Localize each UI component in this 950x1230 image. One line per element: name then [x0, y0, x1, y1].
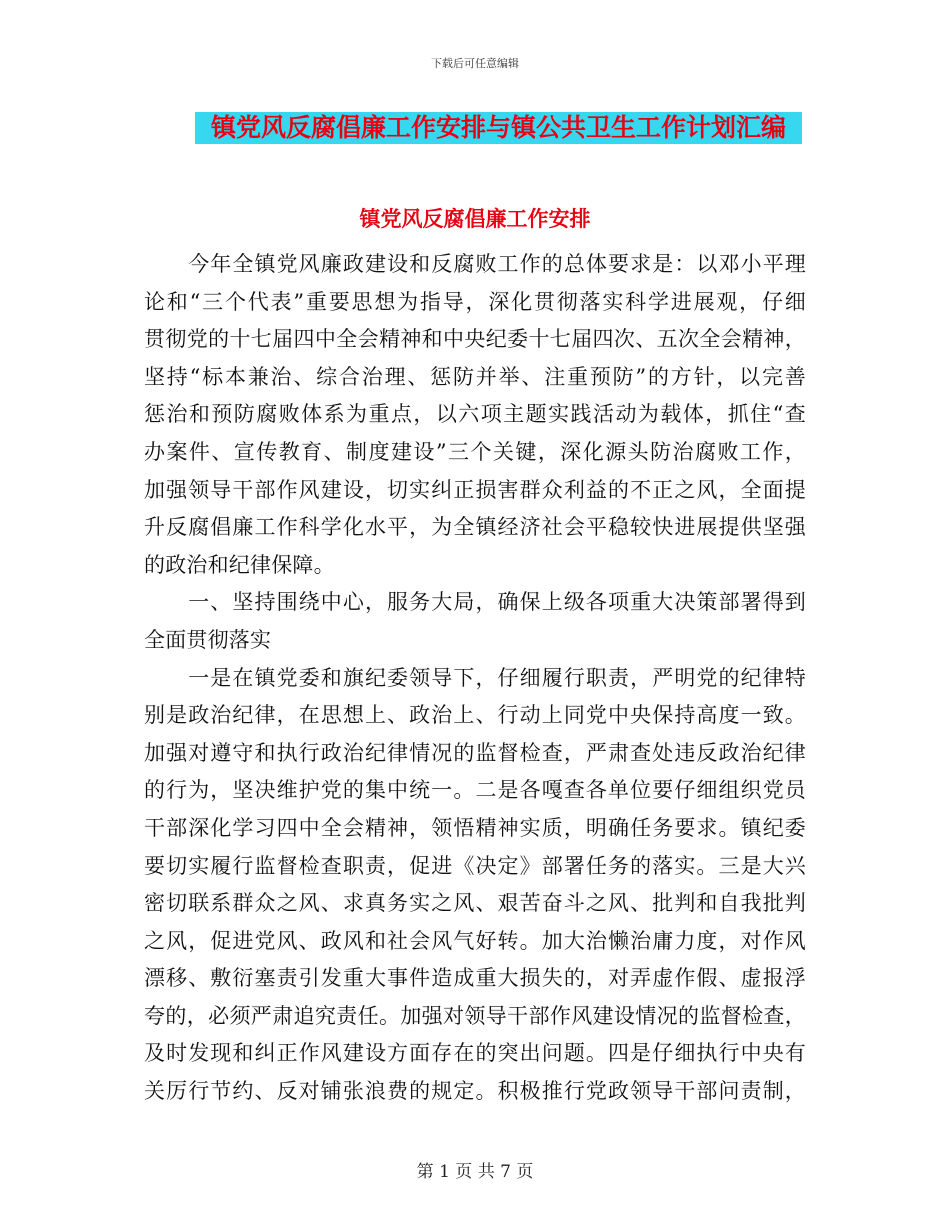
body-line: 及时发现和纠正作风建设方面存在的突出问题。四是仔细执行中央有 [144, 1041, 806, 1066]
page-header-note: 下载后可任意编辑 [431, 57, 519, 70]
body-line: 今年全镇党风廉政建设和反腐败工作的总体要求是：以邓小平理 [144, 252, 806, 276]
body-line: 别是政治纪律，在思想上、政治上、行动上同党中央保持高度一致。 [144, 703, 806, 728]
section-title: 镇党风反腐倡廉工作安排 [359, 207, 591, 231]
body-line: 加强领导干部作风建设，切实纠正损害群众利益的不正之风，全面提 [144, 477, 806, 502]
body-line: 干部深化学习四中全会精神，领悟精神实质，明确任务要求。镇纪委 [144, 815, 806, 840]
body-line: 论和“三个代表”重要思想为指导，深化贯彻落实科学进展观，仔细 [144, 289, 806, 314]
body-line: 加强对遵守和执行政治纪律情况的监督检查，严肃查处违反政治纪律 [144, 740, 806, 765]
body-line: 办案件、宣传教育、制度建设”三个关键，深化源头防治腐败工作， [144, 439, 806, 464]
body-line: 关厉行节约、反对铺张浪费的规定。积极推行党政领导干部问责制， [144, 1079, 806, 1104]
body-line: 全面贯彻落实 [144, 627, 272, 652]
document-title: 镇党风反腐倡廉工作安排与镇公共卫生工作计划汇编 [195, 112, 802, 144]
body-line: 夸的，必须严肃追究责任。加强对领导干部作风建设情况的监督检查， [144, 1003, 806, 1028]
body-line: 要切实履行监督检查职责，促进《决定》部署任务的落实。三是大兴 [144, 853, 806, 878]
document-title-block [195, 112, 802, 144]
body-line: 贯彻党的十七届四中全会精神和中央纪委十七届四次、五次全会精神， [144, 327, 806, 352]
body-line: 的行为，坚决维护党的集中统一。二是各嘎查各单位要仔细组织党员 [144, 778, 806, 803]
body-line: 坚持“标本兼治、综合治理、惩防并举、注重预防”的方针，以完善 [144, 364, 806, 389]
body-line: 一是在镇党委和旗纪委领导下，仔细履行职责，严明党的纪律特 [144, 665, 806, 690]
body-line: 之风，促进党风、政风和社会风气好转。加大治懒治庸力度，对作风 [144, 928, 806, 953]
body-line: 密切联系群众之风、求真务实之风、艰苦奋斗之风、批判和自我批判 [144, 891, 806, 916]
body-line: 惩治和预防腐败体系为重点，以六项主题实践活动为载体，抓住“查 [144, 402, 806, 427]
body-line: 一、坚持围绕中心，服务大局，确保上级各项重大决策部署得到 [144, 590, 806, 615]
page-number: 第 1 页 共 7 页 [416, 1162, 534, 1182]
body-line: 升反腐倡廉工作科学化水平，为全镇经济社会平稳较快进展提供坚强 [144, 515, 806, 540]
document-body [144, 246, 806, 1111]
body-line: 的政治和纪律保障。 [144, 552, 335, 577]
body-line: 漂移、敷衍塞责引发重大事件造成重大损失的，对弄虚作假、虚报浮 [144, 966, 806, 991]
